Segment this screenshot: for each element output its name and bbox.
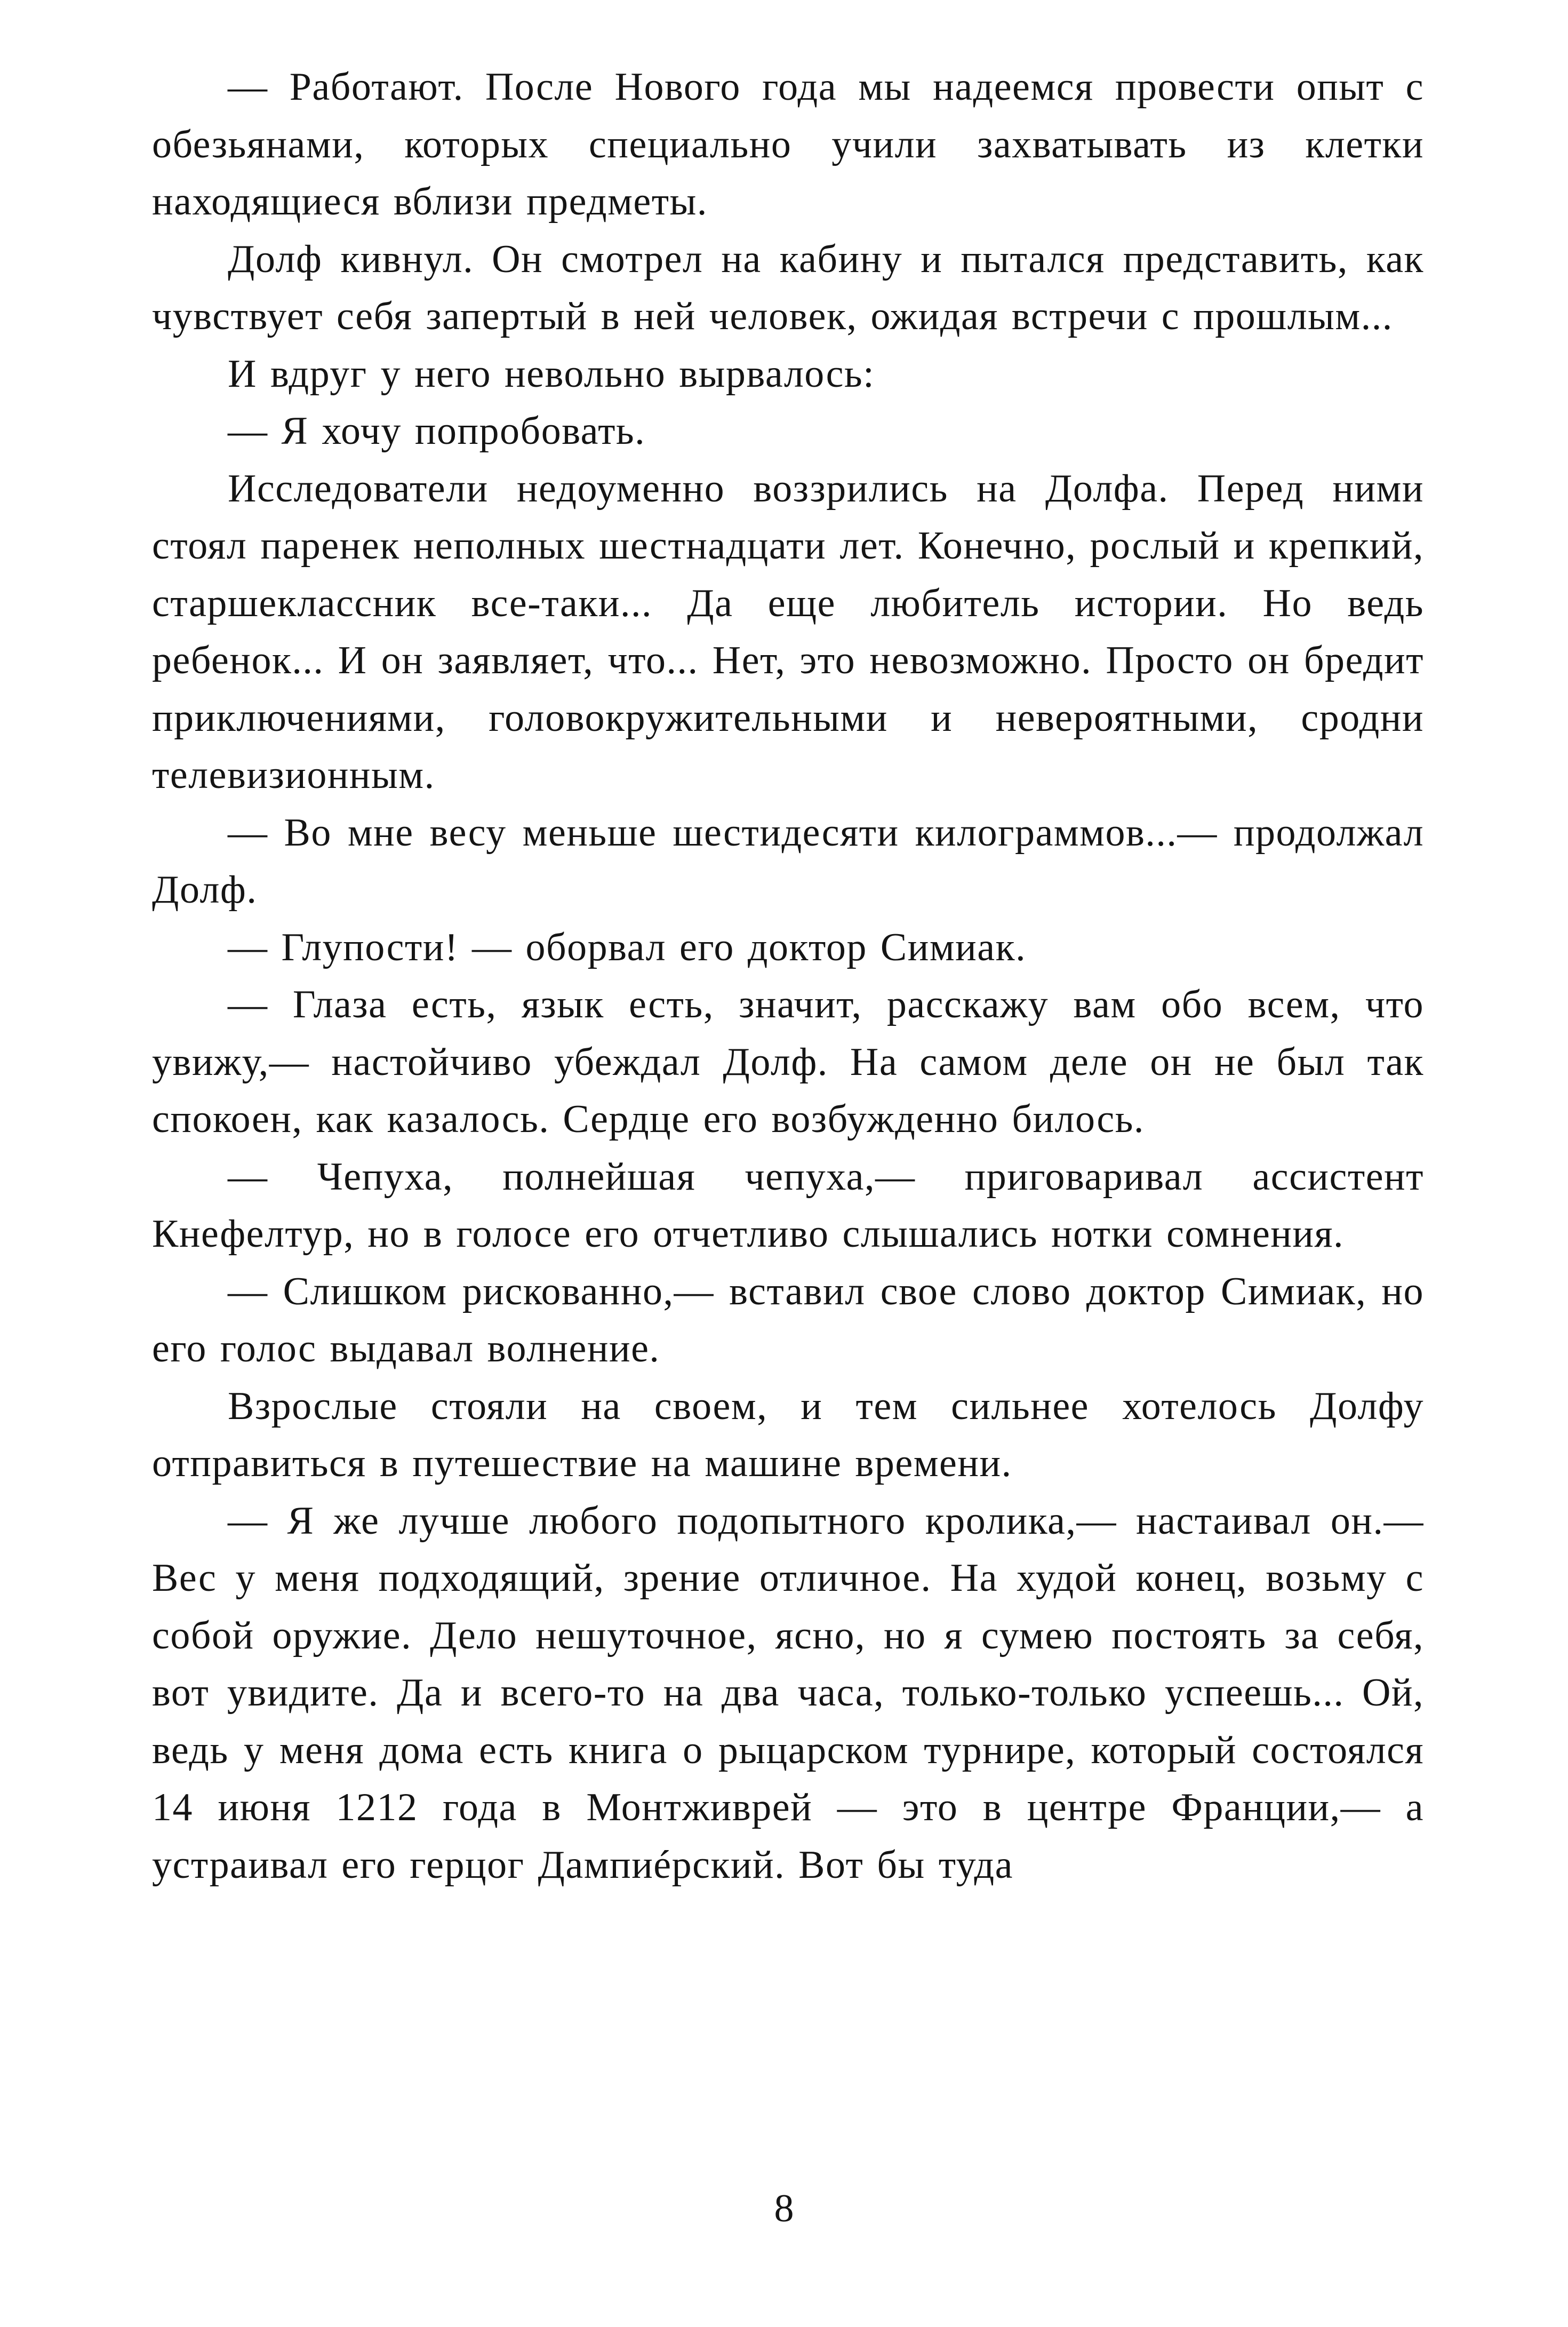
paragraph-2: Долф кивнул. Он смотрел на кабину и пытался представить, как чувствует себя запертый в ней человек, ожидая встречи с прошлым... [152,237,1424,338]
paragraph-8: — Глаза есть, язык есть, значит, расскажу вам обо всем, что увижу,— настойчиво убеждал Долф. На самом деле он не был так спокоен, как казалось. Сердце его возбужденно билось. [152,983,1424,1141]
page-text-block [152,59,1424,1894]
paragraph-5: Исследователи недоуменно воззрились на Долфа. Перед ними стоял паренек неполных шестнадцати лет. Конечно, рослый и крепкий, старшеклассник все-таки... Да еще любитель истории. Но ведь ребенок... И он заявляет, что... Нет, это невозможно. Просто он бредит приключениями, головокружительными и невероятными, сродни телевизионным. [152,466,1424,797]
paragraph-12: — Я же лучше любого подопытного кролика,— настаивал он.— Вес у меня подходящий, зрение отличное. На худой конец, возьму с собой оружие. Дело нешуточное, ясно, но я сумею постоять за себя, вот увидите. Да и всего-то на два часа, только-только успеешь... Ой, ведь у меня дома есть книга о рыцарском турнире, который состоялся 14 июня 1212 года в Монтживрей — это в центре Франции,— а устраивал его герцог Дампиéрский. Вот бы туда [152,1499,1424,1887]
paragraph-1: — Работают. После Нового года мы надеемся провести опыт с обезьянами, которых специально учили захватывать из клетки находящиеся вблизи предметы. [152,65,1424,224]
paragraph-10: — Слишком рискованно,— вставил свое слово доктор Симиак, но его голос выдавал волнение. [152,1269,1424,1370]
paragraph-3: И вдруг у него невольно вырвалось: [228,352,875,396]
paragraph-6: — Во мне весу меньше шестидесяти килограммов...— продолжал Долф. [152,810,1424,912]
page-number: 8 [774,2187,794,2230]
paragraph-9: — Чепуха, полнейшая чепуха,— приговаривал ассистент Кнефелтур, но в голосе его отчетливо слышались нотки сомнения. [152,1154,1424,1256]
paragraph-4: — Я хочу попробовать. [228,409,646,453]
paragraph-11: Взрослые стояли на своем, и тем сильнее хотелось Долфу отправиться в путешествие на машине времени. [152,1384,1424,1485]
paragraph-7: — Глупости! — оборвал его доктор Симиак. [228,925,1027,969]
